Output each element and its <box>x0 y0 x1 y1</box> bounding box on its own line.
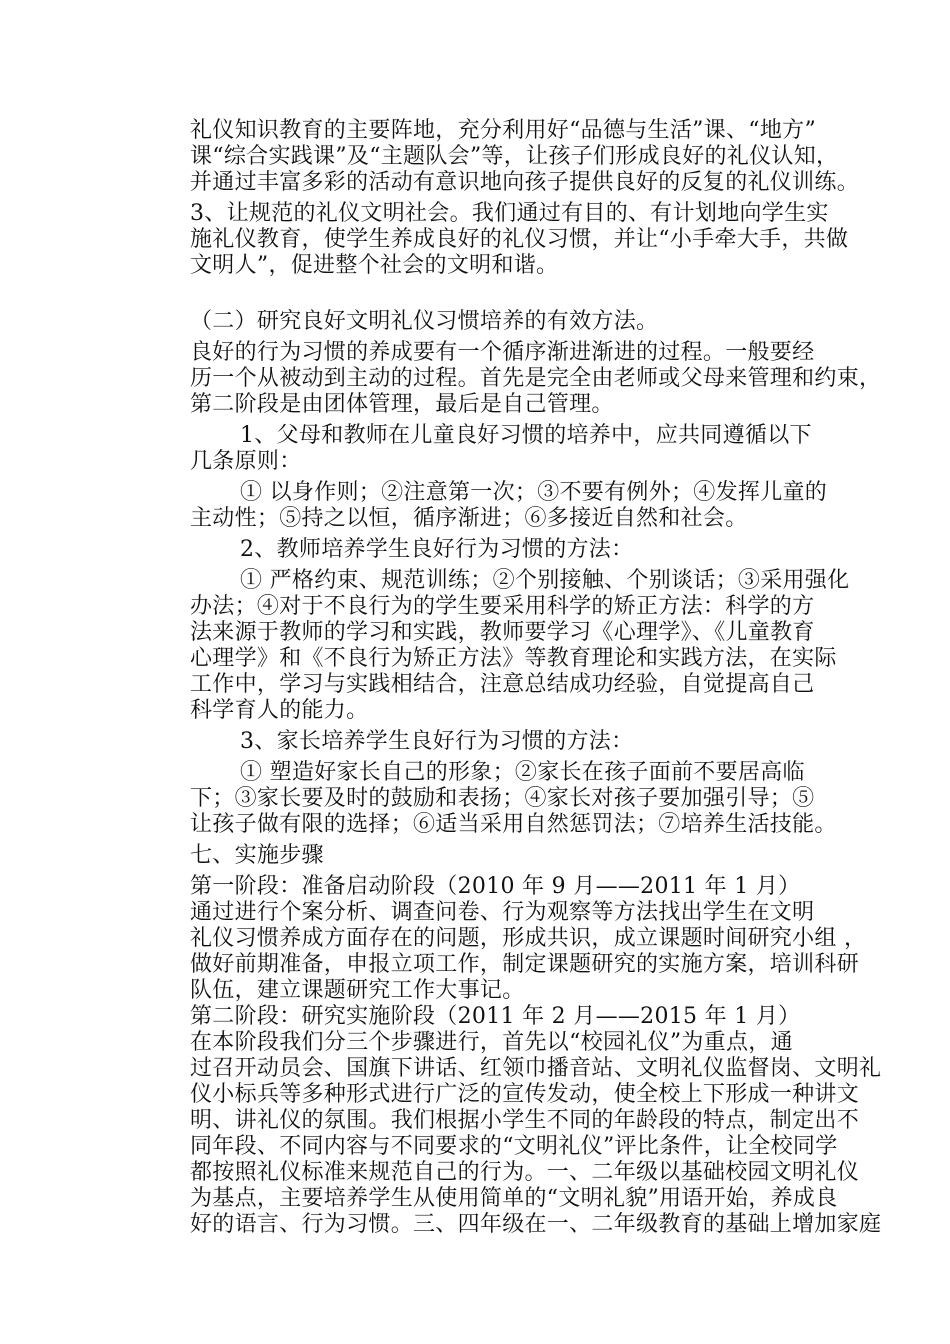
text-line: 第二阶段是由团体管理，最后是自己管理。 <box>190 392 614 417</box>
text-line: 3、家长培养学生良好行为习惯的方法： <box>240 729 634 754</box>
text-line: ① 以身作则；②注意第一次；③不要有例外；④发挥儿童的 <box>240 480 828 505</box>
text-line: 办法；④对于不良行为的学生要采用科学的矫正方法：科学的方 <box>190 594 815 619</box>
text-line: 主动性；⑤持之以恒，循序渐进；⑥多接近自然和社会。 <box>190 506 748 531</box>
text-line: 让孩子做有限的选择；⑥适当采用自然惩罚法；⑦培养生活技能。 <box>190 812 837 837</box>
text-line: 明、讲礼仪的氛围。我们根据小学生不同的年龄段的特点，制定出不 <box>190 1108 860 1133</box>
text-line: 并通过丰富多彩的活动有意识地向孩子提供良好的反复的礼仪训练。 <box>190 170 860 195</box>
text-line: 文明人”，促进整个社会的文明和谐。 <box>190 253 559 278</box>
text-line: 礼仪知识教育的主要阵地，充分利用好“品德与生活”课、“地方” <box>190 118 816 143</box>
text-line: 工作中，学习与实践相结合，注意总结成功经验，自觉提高自己 <box>190 672 815 697</box>
text-line: 施礼仪教育，使学生养成良好的礼仪习惯，并让“小手牵大手，共做 <box>190 227 849 252</box>
section-heading: （二）研究良好文明礼仪习惯培养的有效方法。 <box>190 309 659 334</box>
text-line: 在本阶段我们分三个步骤进行，首先以“校园礼仪”为重点，通 <box>190 1030 793 1055</box>
text-line: 都按照礼仪标准来规范自己的行为。一、二年级以基础校园文明礼仪 <box>190 1160 860 1185</box>
text-line: ① 严格约束、规范训练；②个别接触、个别谈话；③采用强化 <box>240 568 850 593</box>
text-line: 好的语言、行为习惯。三、四年级在一、二年级教育的基础上增加家庭 <box>190 1212 882 1237</box>
text-line: 礼仪习惯养成方面存在的问题，形成共识，成立课题时间研究小组 ， <box>190 926 867 951</box>
section-heading: 七、实施步骤 <box>190 843 324 868</box>
text-line: 过召开动员会、国旗下讲话、红领巾播音站、文明礼仪监督岗、文明礼 <box>190 1056 882 1081</box>
text-line: 法来源于教师的学习和实践，教师要学习《心理学》、《儿童教育 <box>190 620 815 645</box>
text-line: 同年段、不同内容与不同要求的“文明礼仪”评比条件，让全校同学 <box>190 1134 838 1159</box>
text-line: 1、父母和教师在儿童良好习惯的培养中，应共同遵循以下 <box>240 423 812 448</box>
text-line: 良好的行为习惯的养成要有一个循序渐进渐进的过程。一般要经 <box>190 340 815 365</box>
text-line: 做好前期准备，申报立项工作，制定课题研究的实施方案，培训科研 <box>190 952 860 977</box>
text-line: 为基点，主要培养学生从使用简单的“文明礼貌”用语开始，养成良 <box>190 1186 838 1211</box>
text-line: 几条原则： <box>190 449 302 474</box>
text-line: 下；③家长要及时的鼓励和表扬；④家长对孩子要加强引导；⑤ <box>190 786 815 811</box>
text-line: 心理学》和《不良行为矫正方法》等教育理论和实践方法，在实际 <box>190 646 837 671</box>
stage-heading: 第二阶段：研究实施阶段（2011 年 2 月——2015 年 1 月） <box>190 1004 801 1029</box>
text-line: ① 塑造好家长自己的形象；②家长在孩子面前不要居高临 <box>240 760 805 785</box>
text-line: 历一个从被动到主动的过程。首先是完全由老师或父母来管理和约束， <box>190 366 882 391</box>
text-line: 3、让规范的礼仪文明社会。我们通过有目的、有计划地向学生实 <box>190 201 829 226</box>
text-line: 通过进行个案分析、调查问卷、行为观察等方法找出学生在文明 <box>190 900 815 925</box>
text-line: 仪小标兵等多种形式进行广泛的宣传发动，使全校上下形成一种讲文 <box>190 1082 860 1107</box>
text-line: 课“综合实践课”及“主题队会”等，让孩子们形成良好的礼仪认知， <box>190 144 839 169</box>
text-line: 2、教师培养学生良好行为习惯的方法： <box>240 537 634 562</box>
text-line: 科学育人的能力。 <box>190 698 369 723</box>
text-line: 队伍，建立课题研究工作大事记。 <box>190 978 525 1003</box>
stage-heading: 第一阶段：准备启动阶段（2010 年 9 月——2011 年 1 月） <box>190 874 801 899</box>
